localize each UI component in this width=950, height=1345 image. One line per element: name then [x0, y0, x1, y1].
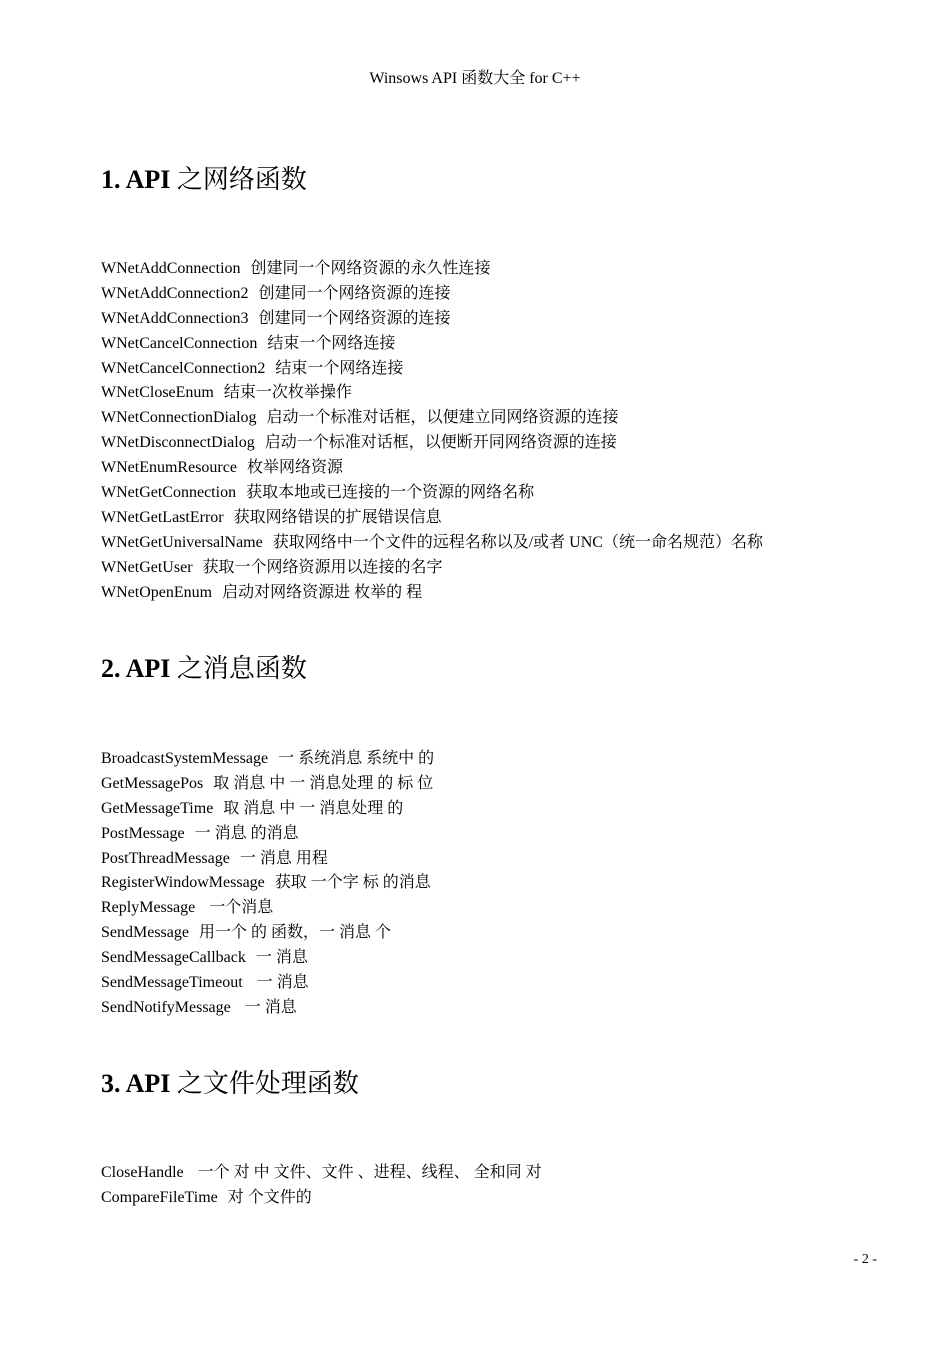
section-title: 之网络函数 — [176, 165, 307, 194]
section-message-functions — [101, 652, 881, 1016]
function-name: WNetConnectionDialog — [101, 409, 257, 427]
list-item — [101, 1186, 881, 1211]
function-name: BroadcastSystemMessage — [101, 750, 269, 767]
function-description: 一个 对 中 文件、文件 、进程、线程、 全和同 对 — [193, 1164, 542, 1181]
function-description: 对 个文件的 — [227, 1188, 312, 1206]
section-file-functions — [101, 1067, 881, 1206]
section-heading — [101, 163, 881, 197]
function-description: 一 消息 的消息 — [194, 824, 299, 842]
list-item — [101, 921, 881, 946]
function-description: 结束一个网络连接 — [267, 334, 396, 352]
function-description: 获取 一个字 标 的消息 — [274, 874, 431, 892]
function-description: 一 消息 用程 — [239, 849, 328, 867]
function-name: CompareFileTime — [101, 1188, 218, 1206]
list-item — [101, 381, 881, 406]
section-heading — [101, 652, 881, 686]
function-name: SendNotifyMessage — [101, 998, 231, 1016]
function-name: ReplyMessage — [101, 899, 196, 917]
function-description: 获取一个网络资源用以连接的名字 — [202, 558, 443, 576]
section-number: 2. API — [101, 654, 171, 683]
list-item — [101, 946, 881, 971]
function-description: 用一个 的 函数，一 消息 个 — [198, 924, 391, 942]
list-item — [101, 332, 881, 357]
function-description: 一 消息 — [240, 998, 297, 1016]
function-name: WNetCloseEnum — [101, 384, 214, 402]
page-number: - 2 - — [853, 1252, 877, 1267]
list-item — [101, 971, 881, 996]
list-item — [101, 556, 881, 581]
list-item — [101, 307, 881, 332]
section-heading — [101, 1067, 881, 1101]
function-name: WNetDisconnectDialog — [101, 434, 255, 452]
function-description: 启动一个标准对话框，以便断开同网络资源的连接 — [264, 434, 617, 452]
function-description: 结束一个网络连接 — [275, 359, 404, 377]
function-name: GetMessagePos — [101, 774, 204, 792]
function-name: WNetGetLastError — [101, 508, 224, 526]
list-item — [101, 282, 881, 307]
section-number: 3. API — [101, 1069, 171, 1098]
list-item — [101, 431, 881, 456]
function-name: WNetGetUniversalName — [101, 533, 263, 551]
list-item — [101, 581, 881, 606]
function-description: 一个消息 — [205, 899, 274, 917]
section-title: 之文件处理函数 — [176, 1069, 359, 1098]
function-name: WNetCancelConnection2 — [101, 359, 266, 377]
function-name: WNetCancelConnection — [101, 334, 258, 352]
list-item — [101, 847, 881, 872]
section-number: 1. API — [101, 165, 171, 194]
function-name: RegisterWindowMessage — [101, 874, 265, 892]
function-description: 获取网络中一个文件的远程名称以及/或者 UNC（统一命名规范）名称 — [272, 533, 763, 551]
function-description: 结束一次枚举操作 — [223, 384, 352, 402]
running-header: Winsows API 函数大全 for C++ — [369, 70, 581, 87]
list-item — [101, 797, 881, 822]
function-description: 一 消息 — [252, 974, 309, 992]
list-item — [101, 506, 881, 531]
function-description: 获取本地或已连接的一个资源的网络名称 — [246, 484, 535, 502]
function-name: WNetAddConnection3 — [101, 309, 249, 327]
list-item — [101, 531, 881, 556]
function-name: WNetOpenEnum — [101, 583, 213, 601]
section-title: 之消息函数 — [176, 654, 307, 683]
function-name: SendMessage — [101, 924, 189, 942]
list-item — [101, 896, 881, 921]
function-name: CloseHandle — [101, 1164, 184, 1181]
function-name: WNetGetConnection — [101, 484, 237, 502]
function-name: GetMessageTime — [101, 799, 214, 817]
function-name: PostThreadMessage — [101, 849, 230, 867]
function-description: 创建同一个网络资源的连接 — [258, 309, 451, 327]
function-description: 一 系统消息 系统中 的 — [278, 750, 435, 767]
function-name: WNetGetUser — [101, 558, 193, 576]
function-description: 取 消息 中 一 消息处理 的 — [223, 799, 404, 817]
function-name: SendMessageTimeout — [101, 974, 243, 992]
function-name: WNetAddConnection2 — [101, 284, 249, 302]
function-description: 取 消息 中 一 消息处理 的 标 位 — [213, 774, 434, 792]
list-item — [101, 747, 881, 772]
function-description: 获取网络错误的扩展错误信息 — [233, 508, 442, 526]
list-item — [101, 871, 881, 896]
list-item — [101, 357, 881, 382]
function-name: PostMessage — [101, 824, 185, 842]
function-list — [101, 257, 881, 605]
function-description: 启动对网络资源进 枚举的 程 — [222, 583, 423, 601]
function-description: 创建同一个网络资源的永久性连接 — [250, 260, 491, 277]
function-description: 启动一个标准对话框，以便建立同网络资源的连接 — [266, 409, 619, 427]
list-item — [101, 257, 881, 282]
list-item — [101, 481, 881, 506]
function-description: 创建同一个网络资源的连接 — [258, 284, 451, 302]
function-description: 枚举网络资源 — [246, 459, 343, 477]
function-name: WNetAddConnection — [101, 260, 241, 277]
list-item — [101, 406, 881, 431]
function-name: SendMessageCallback — [101, 949, 246, 967]
function-list — [101, 1161, 881, 1211]
list-item — [101, 822, 881, 847]
list-item — [101, 1161, 881, 1186]
function-description: 一 消息 — [255, 949, 308, 967]
list-item — [101, 456, 881, 481]
list-item — [101, 772, 881, 797]
function-name: WNetEnumResource — [101, 459, 237, 477]
function-list — [101, 747, 881, 1021]
section-network-functions — [101, 163, 881, 601]
list-item — [101, 996, 881, 1021]
